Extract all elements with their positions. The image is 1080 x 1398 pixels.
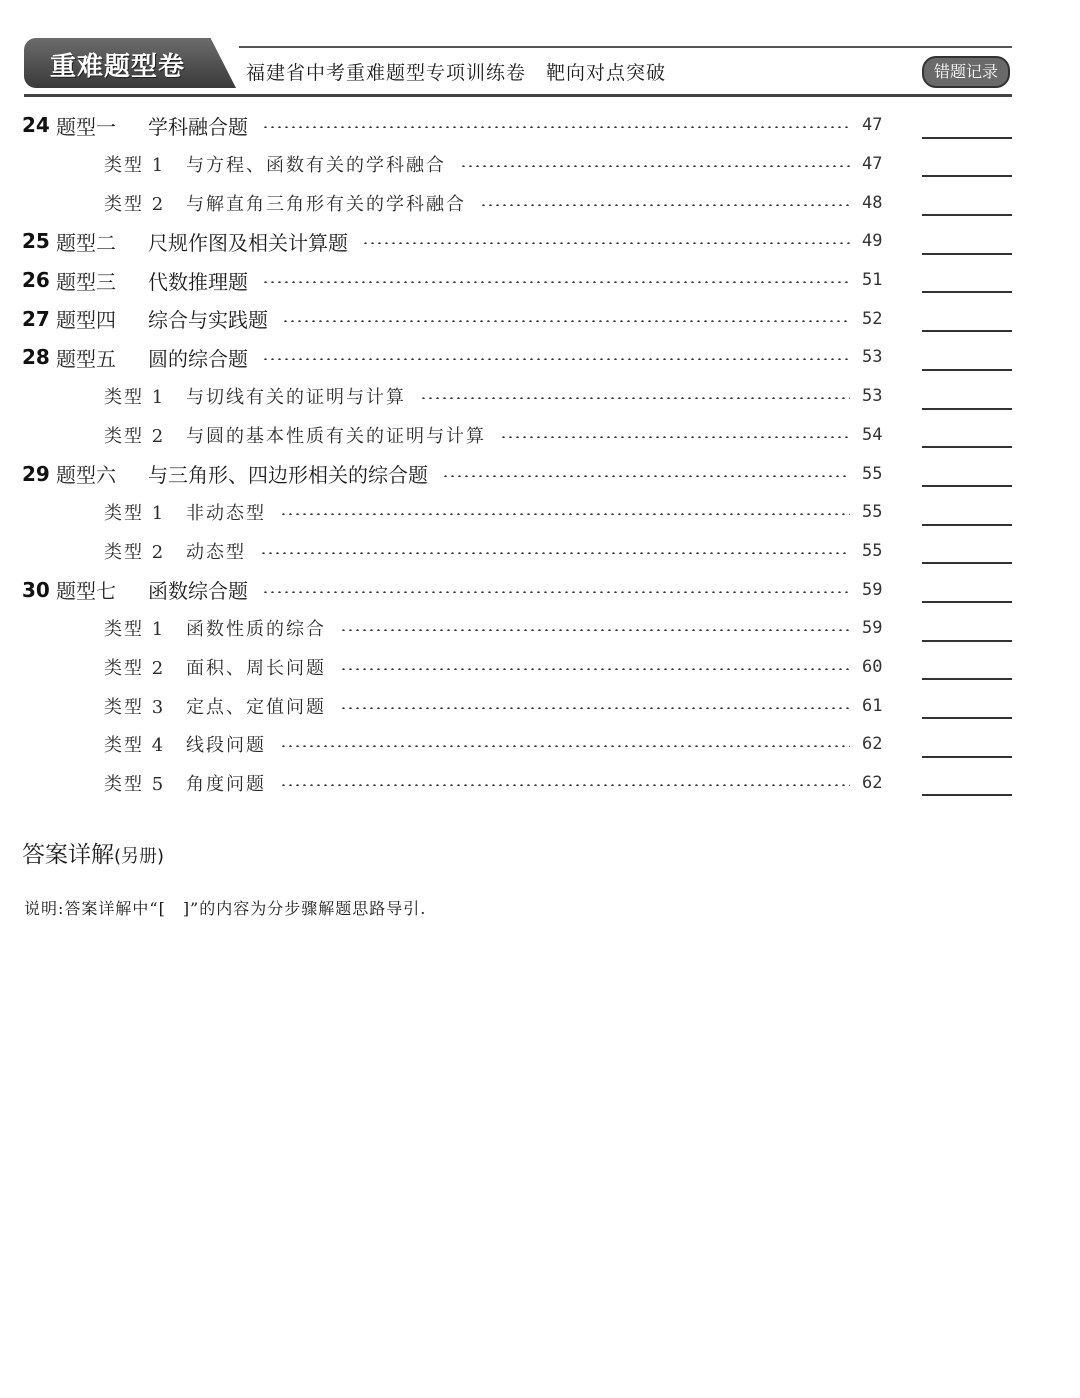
header-top-rule <box>239 46 1012 48</box>
toc-subsection-row[interactable] <box>0 609 1080 648</box>
toc-page-number: 51 <box>862 270 883 291</box>
toc-page-number: 54 <box>862 424 883 445</box>
answers-title: 答案详解 <box>22 842 114 868</box>
toc-sub-title: 与圆的基本性质有关的证明与计算 <box>186 425 486 447</box>
error-record-blank[interactable] <box>922 137 1012 139</box>
toc-chapter-row[interactable] <box>0 454 1080 493</box>
toc-title: 与三角形、四边形相关的综合题 <box>148 463 428 488</box>
toc-sub-label: 类型 1 <box>104 155 166 177</box>
toc-leader-dots <box>362 242 850 244</box>
toc-page-number: 52 <box>862 308 883 329</box>
toc-sub-label: 类型 3 <box>104 696 166 718</box>
error-record-badge: 错题记录 <box>922 56 1010 88</box>
toc-sub-label: 类型 1 <box>104 619 166 641</box>
toc-leader-dots <box>262 591 850 593</box>
error-record-blank[interactable] <box>922 408 1012 410</box>
error-record-blank[interactable] <box>922 291 1012 293</box>
page-header <box>24 38 1012 96</box>
toc-page-number: 60 <box>862 656 883 677</box>
toc-number: 29 <box>22 461 50 486</box>
toc-sub-title: 非动态型 <box>186 503 266 525</box>
error-record-blank[interactable] <box>922 253 1012 255</box>
toc-title: 圆的综合题 <box>148 346 248 371</box>
section-badge-text: 重难题型卷 <box>50 52 186 82</box>
toc-type-name: 题型三 <box>56 269 116 294</box>
toc-number: 27 <box>22 306 50 331</box>
answers-heading <box>22 836 164 869</box>
toc-leader-dots <box>262 358 850 360</box>
toc-sub-title: 定点、定值问题 <box>186 696 326 718</box>
error-record-blank[interactable] <box>922 562 1012 564</box>
error-record-blank[interactable] <box>922 369 1012 371</box>
toc-number: 25 <box>22 229 50 254</box>
header-bottom-rule <box>24 94 1012 97</box>
toc-number: 30 <box>22 577 50 602</box>
error-record-blank[interactable] <box>922 214 1012 216</box>
toc-page-number: 55 <box>862 540 883 561</box>
error-record-blank[interactable] <box>922 175 1012 177</box>
toc-type-name: 题型一 <box>56 114 116 139</box>
toc-page-number: 53 <box>862 386 883 407</box>
toc-page-number: 59 <box>862 579 883 600</box>
toc-type-name: 题型六 <box>56 463 116 488</box>
toc-sub-label: 类型 1 <box>104 387 166 409</box>
toc-page-number: 47 <box>862 115 883 136</box>
toc-number: 26 <box>22 268 50 293</box>
toc-sub-label: 类型 2 <box>104 425 166 447</box>
toc-leader-dots <box>480 204 850 206</box>
toc-type-name: 题型五 <box>56 346 116 371</box>
toc-sub-label: 类型 5 <box>104 774 166 796</box>
error-record-blank[interactable] <box>922 330 1012 332</box>
toc-chapter-row[interactable] <box>0 222 1080 261</box>
toc-page-number: 62 <box>862 734 883 755</box>
toc-sub-label: 类型 2 <box>104 657 166 679</box>
toc-page-number: 61 <box>862 695 883 716</box>
error-record-blank[interactable] <box>922 717 1012 719</box>
toc-title: 代数推理题 <box>148 269 248 294</box>
toc-chapter-row[interactable] <box>0 338 1080 377</box>
toc-sub-label: 类型 2 <box>104 541 166 563</box>
toc-sub-title: 函数性质的综合 <box>186 619 326 641</box>
toc-page-number: 55 <box>862 463 883 484</box>
toc-page-number: 53 <box>862 347 883 368</box>
toc-chapter-row[interactable] <box>0 299 1080 338</box>
toc-chapter-row[interactable] <box>0 261 1080 300</box>
error-record-blank[interactable] <box>922 678 1012 680</box>
toc-type-name: 题型二 <box>56 230 116 255</box>
error-record-blank[interactable] <box>922 601 1012 603</box>
toc-page-number: 47 <box>862 154 883 175</box>
toc-leader-dots <box>340 629 850 631</box>
toc-subsection-row[interactable] <box>0 377 1080 416</box>
toc-sub-title: 线段问题 <box>186 735 266 757</box>
toc-leader-dots <box>260 552 850 554</box>
toc-leader-dots <box>460 165 850 167</box>
toc-leader-dots <box>420 397 850 399</box>
toc-leader-dots <box>340 668 850 670</box>
toc-leader-dots <box>280 513 850 515</box>
toc-subsection-row[interactable] <box>0 493 1080 532</box>
toc-chapter-row[interactable] <box>0 570 1080 609</box>
error-record-blank[interactable] <box>922 640 1012 642</box>
toc-leader-dots <box>500 436 850 438</box>
toc-subsection-row[interactable] <box>0 764 1080 803</box>
toc-leader-dots <box>280 745 850 747</box>
toc-sub-title: 角度问题 <box>186 774 266 796</box>
error-record-blank[interactable] <box>922 524 1012 526</box>
toc-number: 28 <box>22 345 50 370</box>
toc-sub-title: 与切线有关的证明与计算 <box>186 387 406 409</box>
toc-subsection-row[interactable] <box>0 532 1080 571</box>
toc-page-number: 62 <box>862 773 883 794</box>
error-record-blank[interactable] <box>922 756 1012 758</box>
toc-page-number: 49 <box>862 231 883 252</box>
toc-subsection-row[interactable] <box>0 648 1080 687</box>
error-record-blank[interactable] <box>922 446 1012 448</box>
table-of-contents <box>0 106 1080 802</box>
toc-leader-dots <box>442 475 850 477</box>
toc-sub-title: 与方程、函数有关的学科融合 <box>186 155 446 177</box>
toc-title: 综合与实践题 <box>148 308 268 333</box>
toc-subsection-row[interactable] <box>0 725 1080 764</box>
toc-sub-title: 与解直角三角形有关的学科融合 <box>186 193 466 215</box>
toc-sub-label: 类型 1 <box>104 503 166 525</box>
toc-leader-dots <box>340 707 850 709</box>
toc-subsection-row[interactable] <box>0 145 1080 184</box>
toc-subsection-row[interactable] <box>0 416 1080 455</box>
toc-sub-title: 动态型 <box>186 541 246 563</box>
toc-sub-title: 面积、周长问题 <box>186 657 326 679</box>
explanation-note: 说明:答案详解中“[ ]”的内容为分步骤解题思路导引. <box>24 899 427 918</box>
answers-note: (另册) <box>114 846 165 867</box>
toc-type-name: 题型七 <box>56 579 116 604</box>
error-record-blank[interactable] <box>922 485 1012 487</box>
toc-title: 尺规作图及相关计算题 <box>148 230 348 255</box>
toc-title: 函数综合题 <box>148 579 248 604</box>
toc-type-name: 题型四 <box>56 308 116 333</box>
toc-leader-dots <box>262 126 850 128</box>
toc-leader-dots <box>262 281 850 283</box>
toc-leader-dots <box>280 784 850 786</box>
toc-title: 学科融合题 <box>148 114 248 139</box>
toc-sub-label: 类型 2 <box>104 193 166 215</box>
error-record-blank[interactable] <box>922 794 1012 796</box>
toc-leader-dots <box>282 320 850 322</box>
header-subtitle: 福建省中考重难题型专项训练卷 靶向对点突破 <box>246 62 667 84</box>
toc-subsection-row[interactable] <box>0 183 1080 222</box>
toc-page-number: 55 <box>862 502 883 523</box>
toc-subsection-row[interactable] <box>0 686 1080 725</box>
toc-page-number: 59 <box>862 618 883 639</box>
toc-page-number: 48 <box>862 192 883 213</box>
toc-number: 24 <box>22 113 50 138</box>
toc-chapter-row[interactable] <box>0 106 1080 145</box>
toc-sub-label: 类型 4 <box>104 735 166 757</box>
